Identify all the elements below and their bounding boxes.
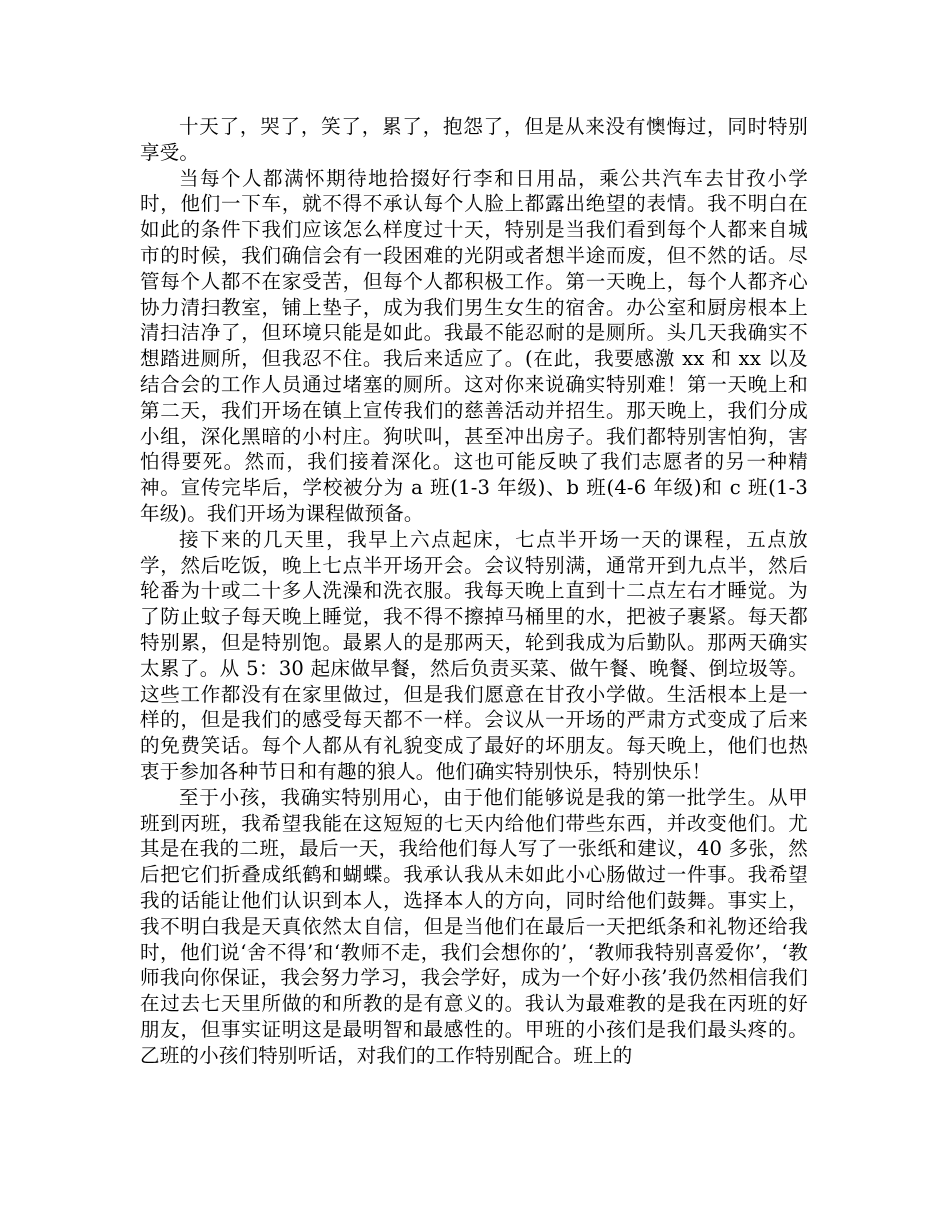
- paragraph-4: 至于小孩，我确实特别用心，由于他们能够说是我的第一批学生。从甲班到丙班，我希望我能在这短短的七天内给他们带些东西，并改变他们。尤其是在我的二班，最后一天，我给他们每人写了一张纸和建议，40 多张，然后把它们折叠成纸鹤和蝴蝶。我承认我从未如此小心肠做过一件事。我希望我的话能让他们认识到本人，选择本人的方向，同时给他们鼓舞。事实上，我不明白我是天真依然太自信，但是当他们在最后一天把纸条和礼物还给我时，他们说‘舍不得’和‘教师不走，我们会想你的’，‘教师我特别喜爱你’，‘教师我向你保证，我会努力学习，我会学好，成为一个好小孩’我仍然相信我们在过去七天里所做的和所教的是有意义的。我认为最难教的是我在丙班的好朋友，但事实证明这是最明智和最感性的。甲班的小孩们是我们最头疼的。乙班的小孩们特别听话，对我们的工作特别配合。班上的: [140, 785, 808, 1067]
- paragraph-1: 十天了，哭了，笑了，累了，抱怨了，但是从来没有懊悔过，同时特别享受。: [140, 115, 808, 164]
- paragraph-3: 接下来的几天里，我早上六点起床，七点半开场一天的课程，五点放学，然后吃饭，晚上七点半开场开会。会议特别满，通常开到九点半，然后轮番为十或二十多人洗澡和洗衣服。我每天晚上直到十二点左右才睡觉。为了防止蚊子每天晚上睡觉，我不得不擦掉马桶里的水，把被子裹紧。每天都特别累，但是特别饱。最累人的是那两天，轮到我成为后勤队。那两天确实太累了。从 5：30 起床做早餐，然后负责买菜、做午餐、晚餐、倒垃圾等。这些工作都没有在家里做过，但是我们愿意在甘孜小学做。生活根本上是一样的，但是我们的感受每天都不一样。会议从一开场的严肃方式变成了后来的免费笑话。每个人都从有礼貌变成了最好的坏朋友。每天晚上，他们也热衷于参加各种节日和有趣的狼人。他们确实特别快乐，特别快乐！: [140, 527, 808, 783]
- document-body: [140, 114, 808, 1068]
- paragraph-2: 当每个人都满怀期待地拾掇好行李和日用品，乘公共汽车去甘孜小学时，他们一下车，就不得不承认每个人脸上都露出绝望的表情。我不明白在如此的条件下我们应该怎么样度过十天，特别是当我们看到每个人都来自城市的时候，我们确信会有一段困难的光阴或者想半途而废，但不然的话。尽管每个人都不在家受苦，但每个人都积极工作。第一天晚上，每个人都齐心协力清扫教室，铺上垫子，成为我们男生女生的宿舍。办公室和厨房根本上清扫洁净了，但环境只能是如此。我最不能忍耐的是厕所。头几天我确实不想踏进厕所，但我忍不住。我后来适应了。(在此，我要感激 xx 和 xx 以及结合会的工作人员通过堵塞的厕所。这对你来说确实特别难！第一天晚上和第二天，我们开场在镇上宣传我们的慈善活动并招生。那天晚上，我们分成小组，深化黑暗的小村庄。狗吠叫，甚至冲出房子。我们都特别害怕狗，害怕得要死。然而，我们接着深化。这也可能反映了我们志愿者的另一种精神。宣传完毕后，学校被分为 a 班(1-3 年级)、b 班(4-6 年级)和 c 班(1-3 年级)。我们开场为课程做预备。: [140, 166, 808, 525]
